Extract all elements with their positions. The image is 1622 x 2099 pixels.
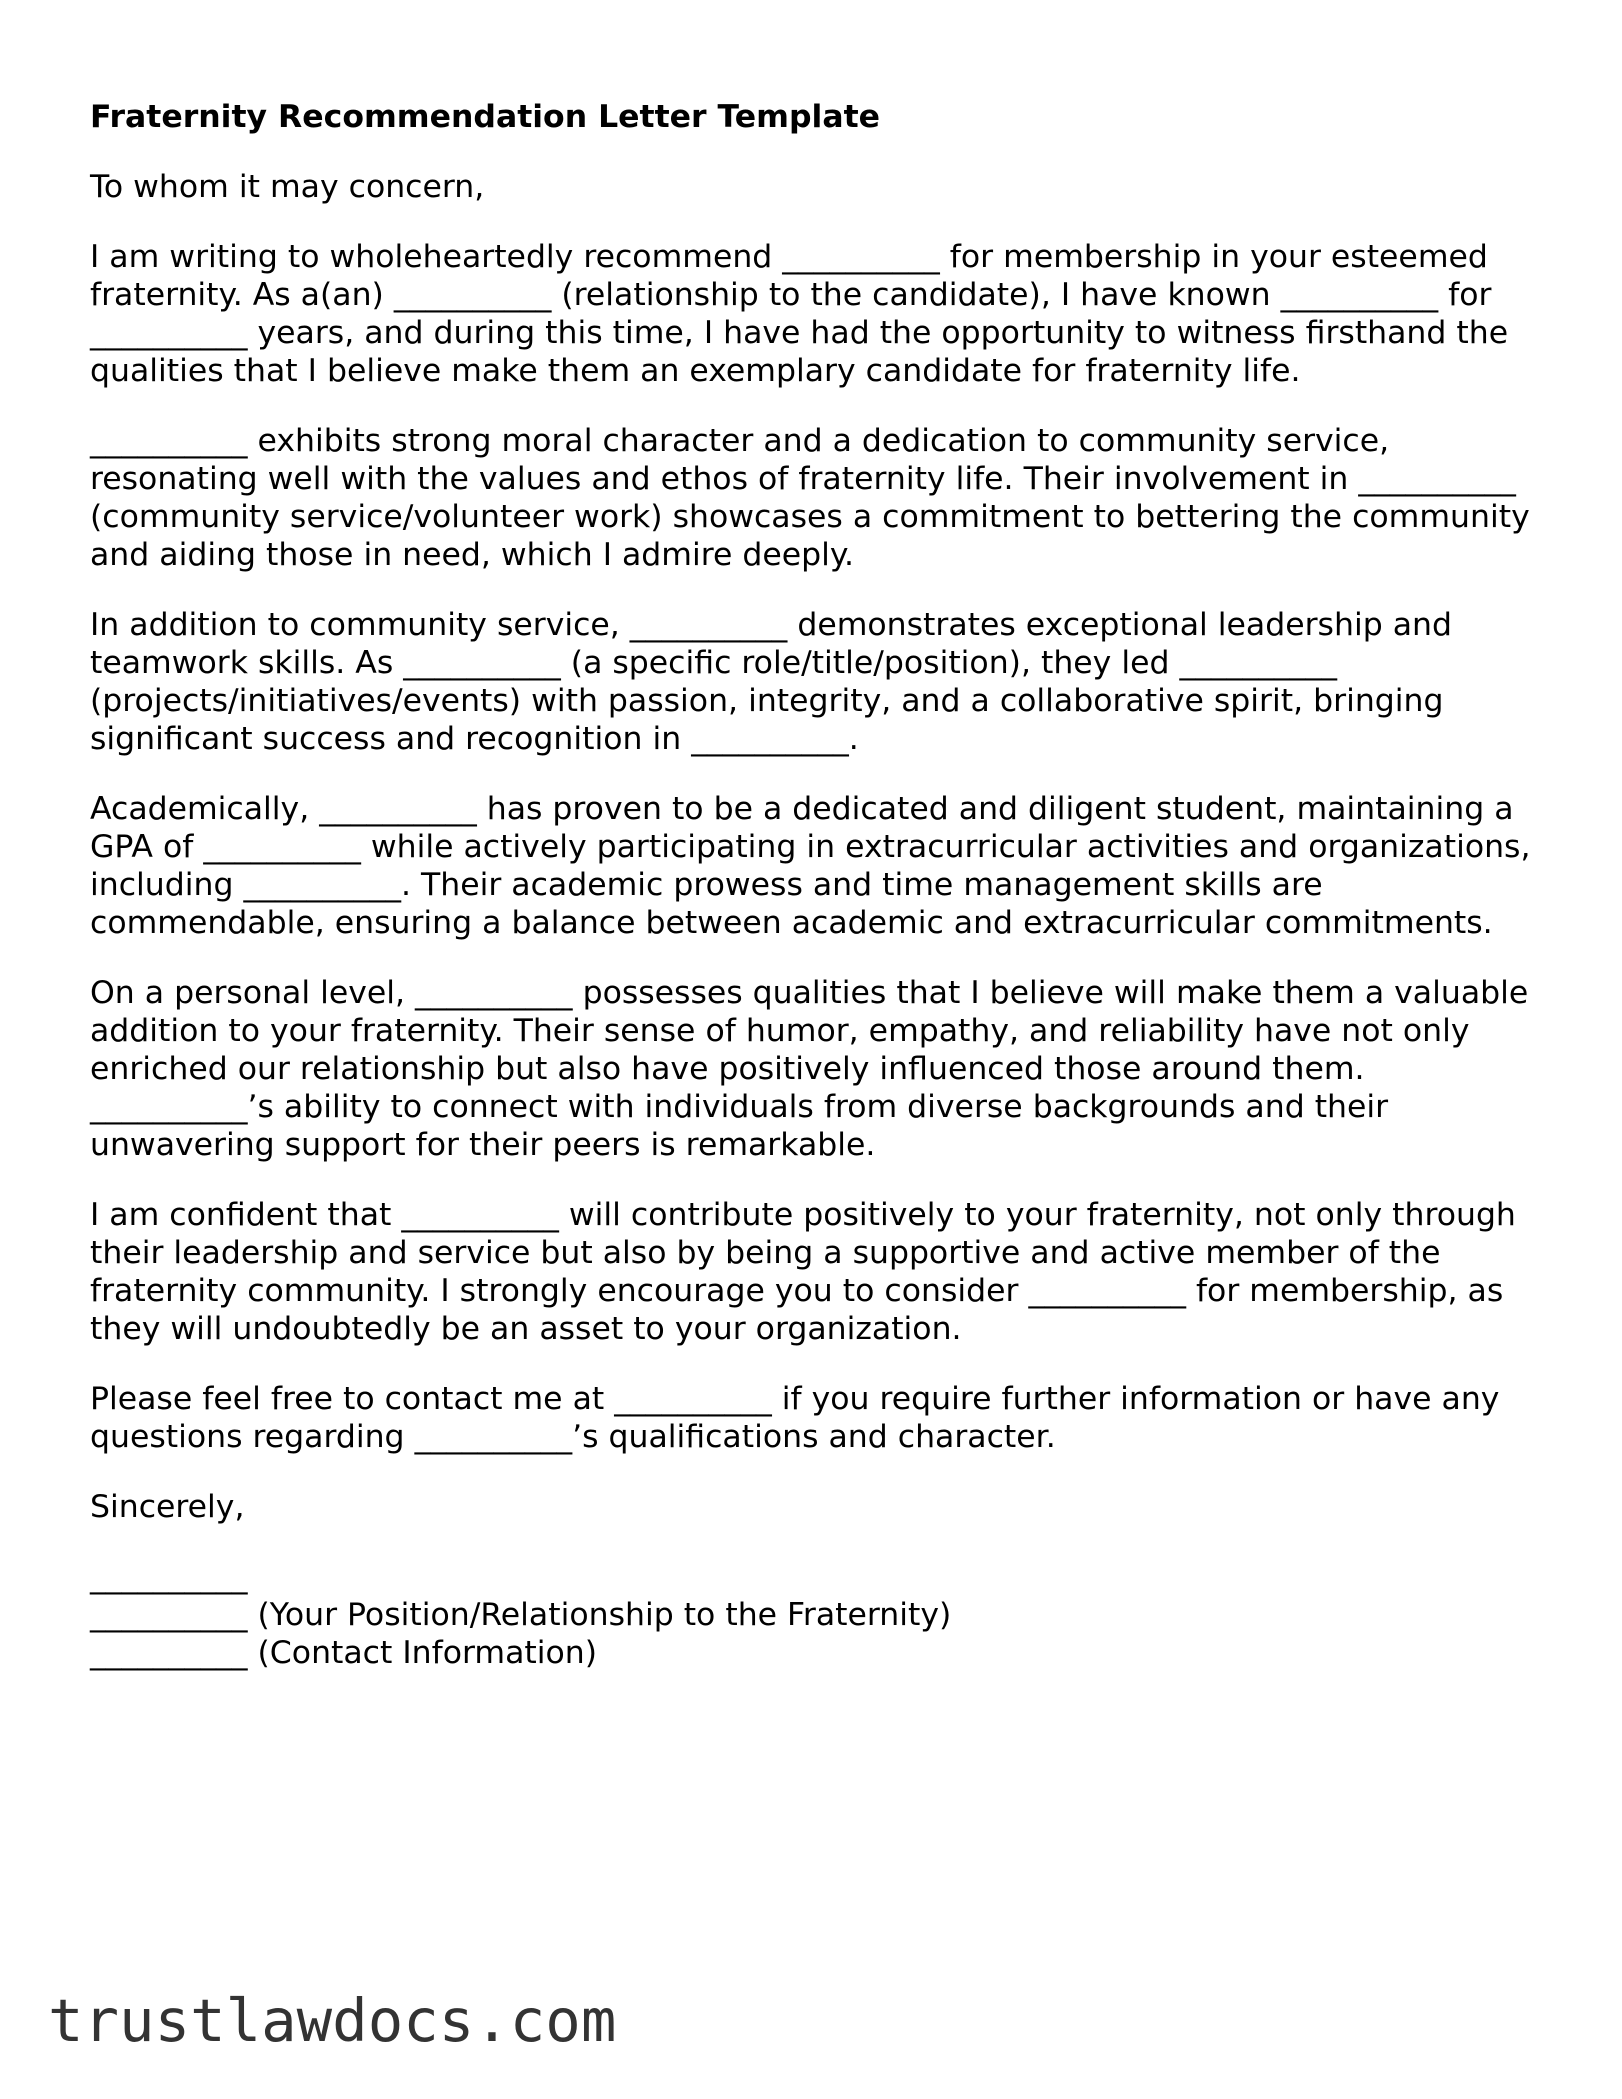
letter-greeting: To whom it may concern,	[90, 169, 485, 205]
paragraph-recommendation: I am writing to wholeheartedly recommend __________ for membership in your esteemed fraternity. As a(an) __________ (relationship to the candidate), I have known __________ for __________ years, and during this time, I have had the opportunity to witness firsthand the qualities that I believe make them an exemplary candidate for fraternity life.	[90, 239, 1509, 389]
signature-contact-line: __________ (Contact Information)	[90, 1635, 597, 1671]
watermark: trustlawdocs.com	[48, 1986, 617, 2055]
letter-closing: Sincerely,	[90, 1489, 245, 1525]
paragraph-leadership: In addition to community service, __________ demonstrates exceptional leadership and teamwork skills. As __________ (a specific role/title/position), they led __________ (projects/initiatives/events) with passion, integrity, and a collaborative spirit, bringing significant success and recognition in __________.	[90, 607, 1452, 757]
signature-name-line: __________	[90, 1559, 248, 1595]
paragraph-community-service: __________ exhibits strong moral character and a dedication to community service, resonating well with the values and ethos of fraternity life. Their involvement in __________ (community service/volunteer work) showcases a commitment to bettering the community and aiding those in need, which I admire deeply.	[90, 423, 1530, 573]
letter-title: Fraternity Recommendation Letter Template	[90, 99, 881, 135]
letter	[90, 98, 1540, 1672]
paragraph-personal: On a personal level, __________ possesses qualities that I believe will make them a valuable addition to your fraternity. Their sense of humor, empathy, and reliability have not only enriched our relationship but also have positively influenced those around them. __________’s ability to connect with individuals from diverse backgrounds and their unwavering support for their peers is remarkable.	[90, 975, 1529, 1163]
paragraph-academics: Academically, __________ has proven to be a dedicated and diligent student, maintaining a GPA of __________ while actively participating in extracurricular activities and organizations, including __________. Their academic prowess and time management skills are commendable, ensuring a balance between academic and extracurricular commitments.	[90, 791, 1531, 941]
signature-block	[90, 1558, 1540, 1672]
signature-position-line: __________ (Your Position/Relationship to the Fraternity)	[90, 1597, 952, 1633]
paragraph-confidence: I am confident that __________ will contribute positively to your fraternity, not only through their leadership and service but also by being a supportive and active member of the fraternity community. I strongly encourage you to consider __________ for membership, as they will undoubtedly be an asset to your organization.	[90, 1197, 1516, 1347]
paragraph-contact: Please feel free to contact me at __________ if you require further information or have any questions regarding __________’s qualifications and character.	[90, 1381, 1500, 1455]
